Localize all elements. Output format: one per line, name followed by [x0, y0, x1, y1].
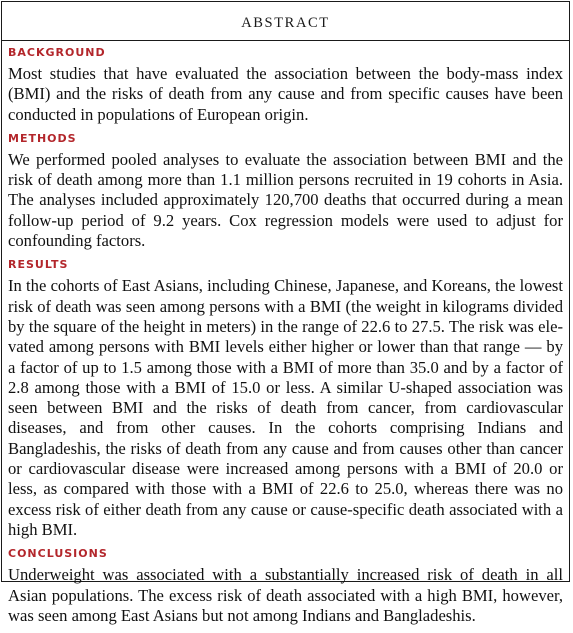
abstract-content — [8, 46, 563, 633]
section-results — [8, 258, 563, 540]
section-background — [8, 46, 563, 125]
abstract-title: ABSTRACT — [241, 15, 330, 31]
abstract-box — [1, 1, 570, 625]
header-divider — [2, 40, 569, 41]
section-conclusions — [8, 547, 563, 626]
section-methods — [8, 132, 563, 251]
section-heading: CONCLUSIONS — [8, 547, 108, 561]
section-body: Most studies that have evaluated the association between the body-mass index (BMI) and the risks of death from any cause and from specific causes have been conducted in populations of European origin. — [8, 64, 563, 124]
section-body: We performed pooled analyses to evaluate the association between BMI and the risk of death among more than 1.1 million persons recruited in 19 cohorts in Asia. The analyses included approximately 120,700 deaths that occurred during a mean follow-up period of 9.2 years. Cox regression models were used to adjust for confounding factors. — [8, 149, 563, 251]
section-body: In the cohorts of East Asians, including Chinese, Japanese, and Koreans, the lowest risk of death was seen among persons with a BMI (the weight in kilograms divided by the square of the height in meters) in the range of 22.6 to 27.5. The risk was elevated among persons with BMI levels either higher or lower than that range — by a factor of up to 1.5 among those with a BMI of more than 35.0 and by a factor of 2.8 among those with a BMI of 15.0 or less. A similar U-shaped association was seen between BMI and the risks of death from cancer, from cardiovascular diseases, and from other causes. In the cohorts comprising Indians and Bangladeshis, the risks of death from any cause and from causes other than cancer or cardiovascular disease were increased among persons with a BMI of 20.0 or less, as compared with those with a BMI of 22.6 to 25.0, whereas there was no excess risk of either death from any cause or cause-specific death associated with a high BMI. — [8, 276, 563, 539]
section-heading: BACKGROUND — [8, 46, 106, 59]
section-heading: METHODS — [8, 131, 77, 145]
section-body: Underweight was associated with a substantially increased risk of death in all Asian populations. The excess risk of death associated with a high BMI, however, was seen among East Asians but not among Indians and Bangladeshis. — [8, 565, 563, 625]
section-heading: RESULTS — [8, 258, 69, 272]
